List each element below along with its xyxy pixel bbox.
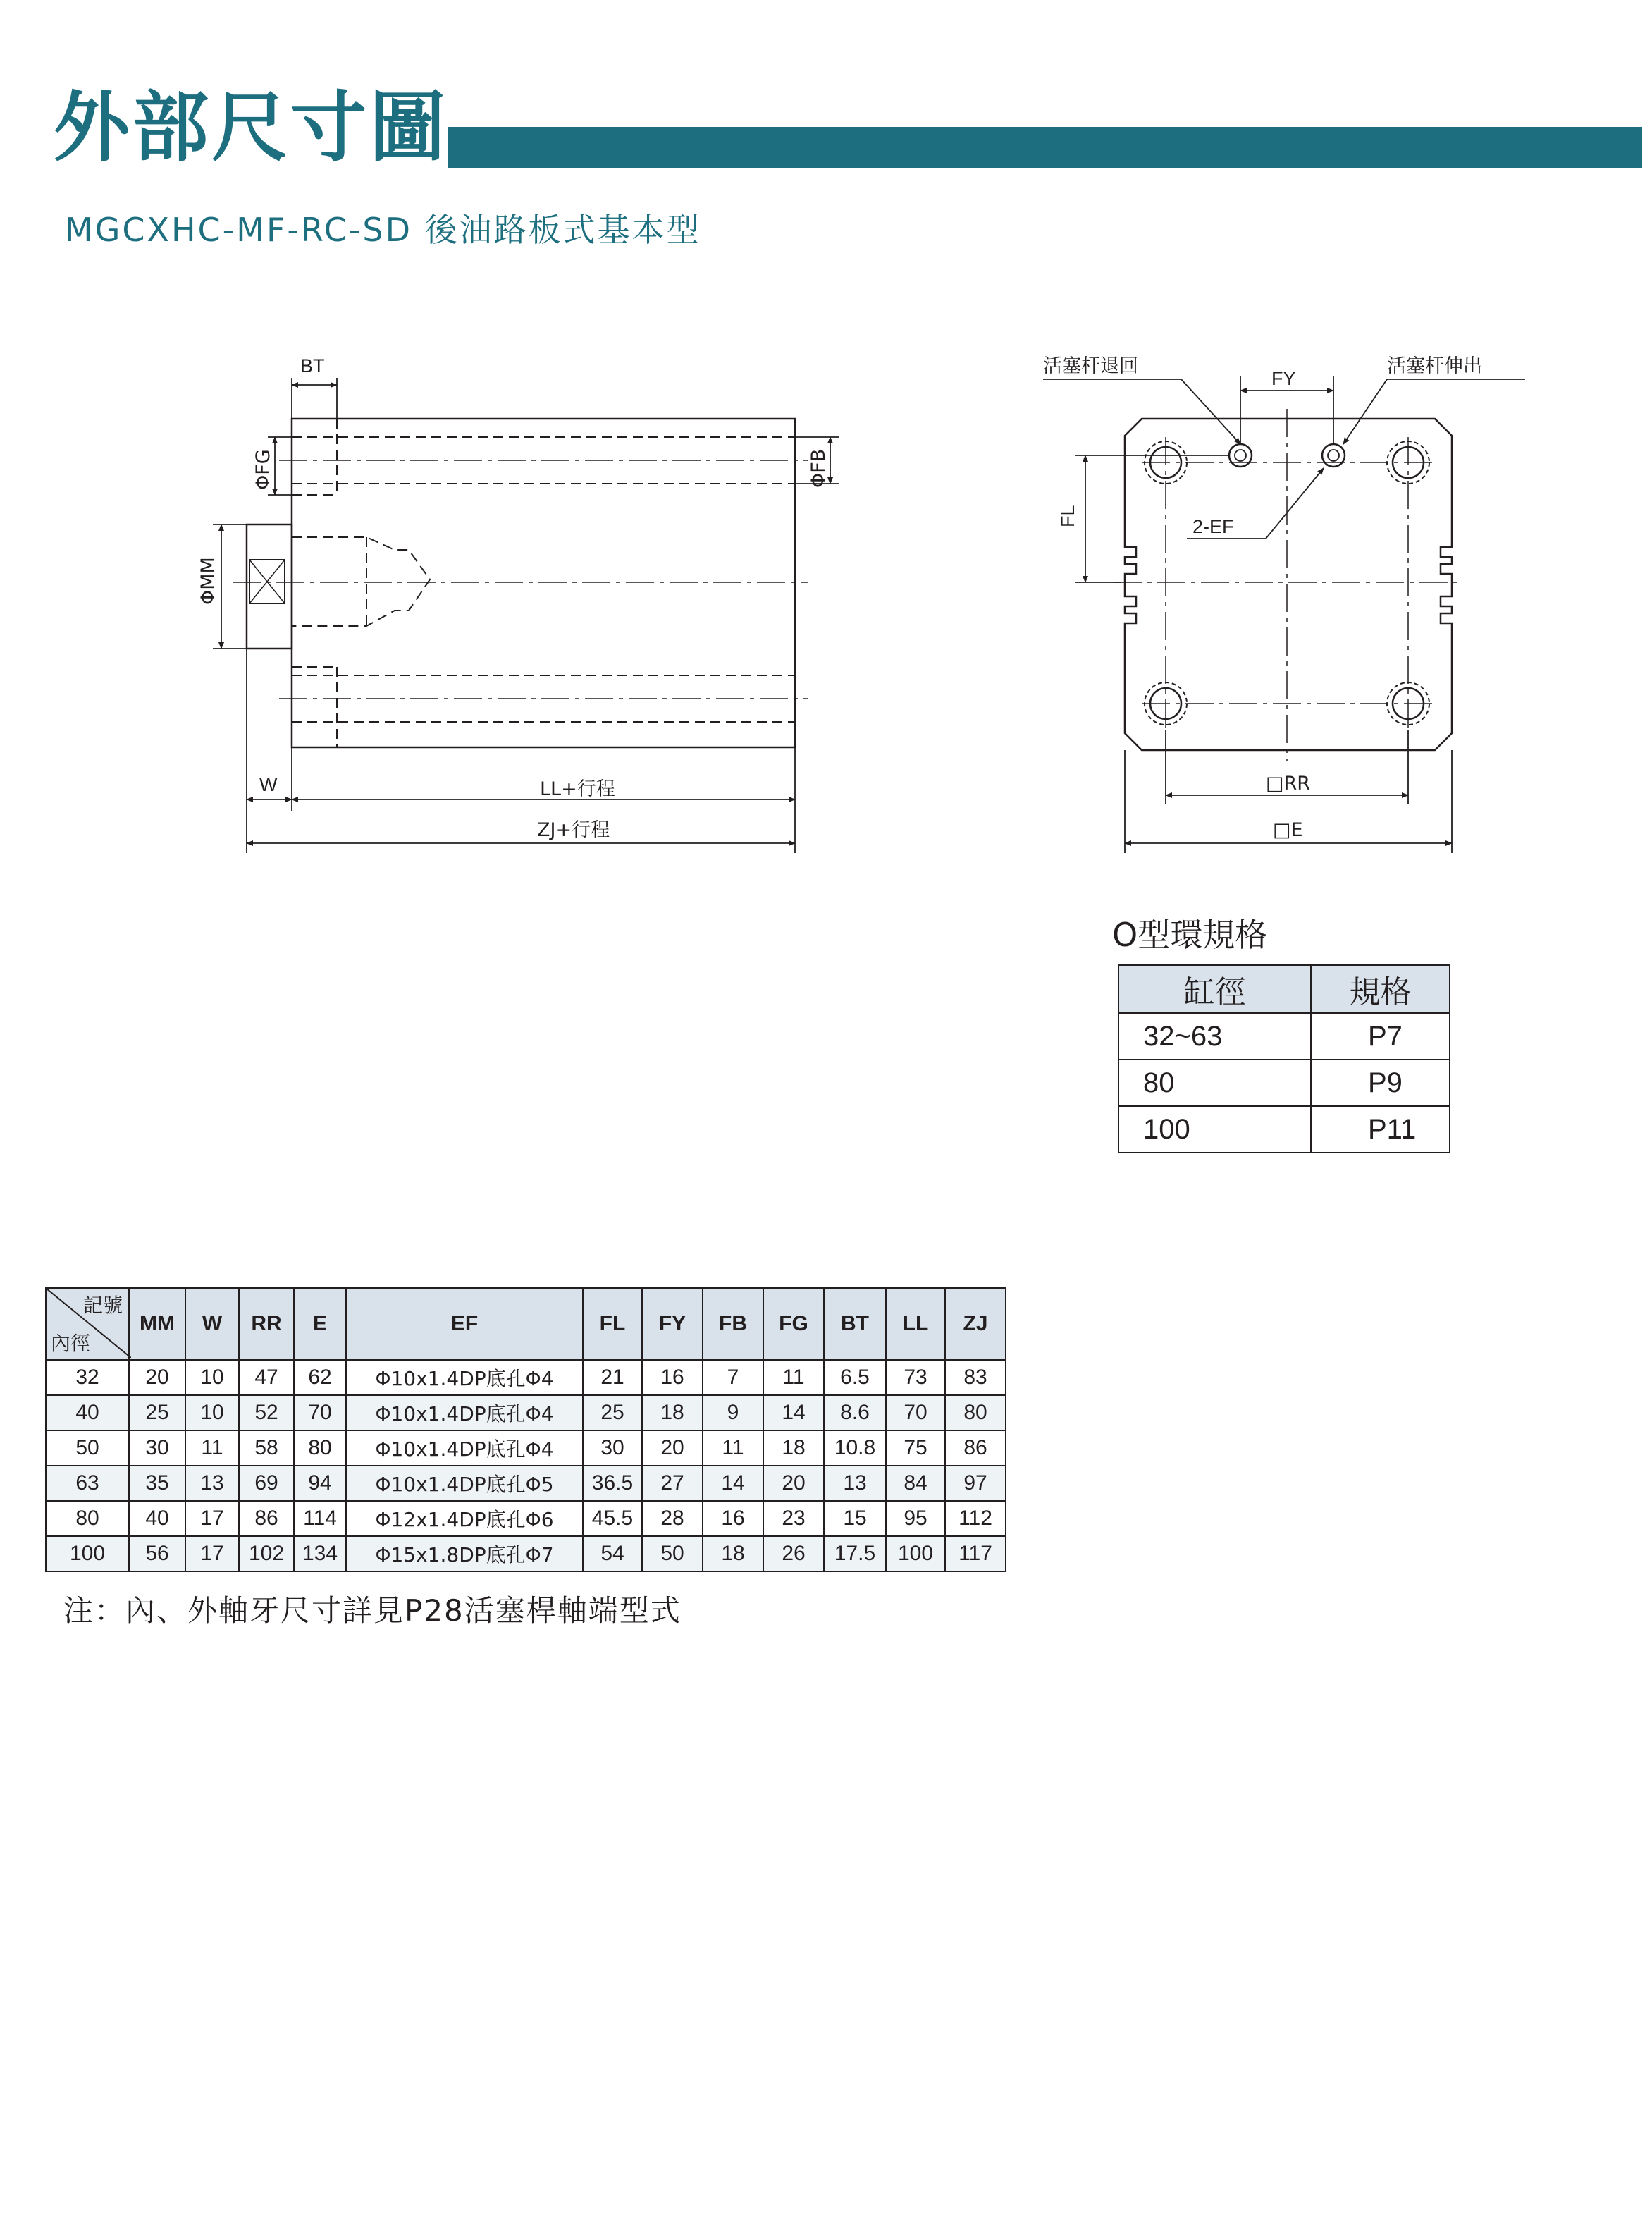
table-row: 100 P11: [1118, 1106, 1450, 1153]
label-zj: ZJ+行程: [537, 819, 610, 841]
end-plate: [1125, 419, 1452, 750]
technical-drawing: [0, 0, 1652, 888]
col-header: FG: [763, 1288, 824, 1360]
label-fl: FL: [1057, 505, 1078, 527]
label-bt: BT: [300, 355, 325, 376]
col-header: FY: [642, 1288, 703, 1360]
col-header: BT: [824, 1288, 886, 1360]
oring-header-bore: 缸徑: [1118, 965, 1311, 1013]
port-left: [1229, 444, 1252, 467]
label-rr: □RR: [1266, 773, 1311, 795]
col-header: W: [185, 1288, 239, 1360]
page-subtitle: MGCXHC-MF-RC-SD 後油路板式基本型: [65, 211, 701, 249]
col-header: FB: [703, 1288, 763, 1360]
corner-bore: 內徑: [51, 1332, 91, 1355]
oring-header-spec: 規格: [1311, 965, 1450, 1013]
label-retract: 活塞杆退回: [1043, 355, 1138, 377]
side-view: [213, 378, 839, 853]
oring-table: [1118, 964, 1450, 1153]
label-fb: ΦFB: [808, 448, 830, 488]
table-row: 63 35 13 69 94 Φ10x1.4DP底孔Φ5 36.5 27 14 20 13 84 97: [46, 1466, 1006, 1501]
label-w: W: [259, 774, 278, 795]
col-header: E: [294, 1288, 346, 1360]
port-right: [1322, 444, 1345, 467]
label-e: □E: [1273, 819, 1303, 841]
label-2ef: 2-EF: [1192, 516, 1234, 537]
label-mm: ΦMM: [197, 557, 219, 605]
table-row: 80 40 17 86 114 Φ12x1.4DP底孔Φ6 45.5 28 16 23 15 95 112: [46, 1501, 1006, 1536]
col-header: ZJ: [945, 1288, 1006, 1360]
col-header: RR: [239, 1288, 294, 1360]
label-fg: ΦFG: [252, 449, 274, 490]
footnote: 注：內、外軸牙尺寸詳見P28活塞桿軸端型式: [63, 1593, 682, 1628]
table-row: 32~63 P7: [1118, 1013, 1450, 1060]
cylinder-body: [292, 419, 795, 747]
corner-symbol: 記號: [82, 1294, 123, 1317]
label-fy: FY: [1271, 368, 1296, 389]
oring-title: O型環規格: [1112, 916, 1268, 954]
dimension-table: [45, 1287, 1006, 1572]
page-title: 外部尺寸圖: [54, 84, 449, 172]
col-header: EF: [346, 1288, 583, 1360]
col-header: LL: [886, 1288, 945, 1360]
table-row: 50 30 11 58 80 Φ10x1.4DP底孔Φ4 30 20 11 18 10.8 75 86: [46, 1430, 1006, 1466]
label-ll: LL+行程: [540, 778, 615, 800]
table-row: 40 25 10 52 70 Φ10x1.4DP底孔Φ4 25 18 9 14 8.6 70 80: [46, 1395, 1006, 1430]
col-header: MM: [129, 1288, 185, 1360]
table-corner-header: [46, 1288, 129, 1360]
table-row: 80 P9: [1118, 1060, 1450, 1106]
col-header: FL: [583, 1288, 642, 1360]
table-row: 32 20 10 47 62 Φ10x1.4DP底孔Φ4 21 16 7 11 6.5 73 83: [46, 1360, 1006, 1395]
table-row: 100 56 17 102 134 Φ15x1.8DP底孔Φ7 54 50 18 26 17.5 100 117: [46, 1536, 1006, 1571]
label-extend: 活塞杆伸出: [1387, 355, 1482, 377]
